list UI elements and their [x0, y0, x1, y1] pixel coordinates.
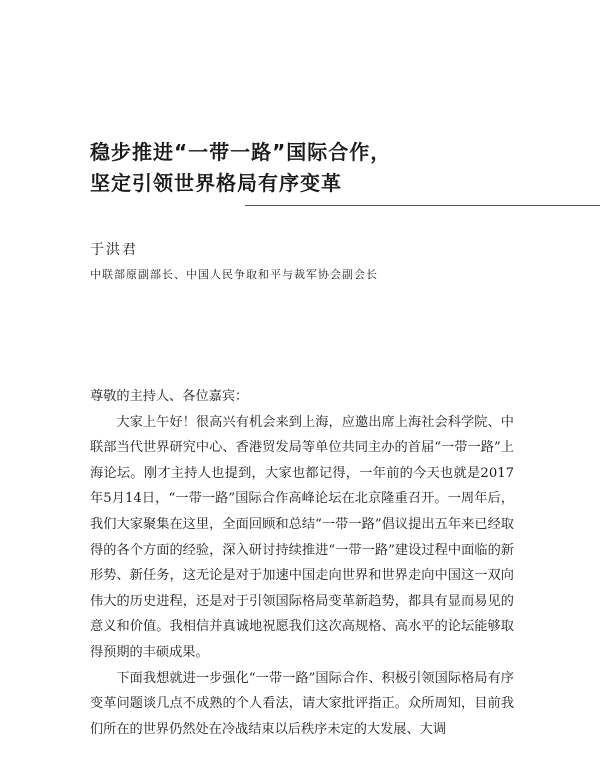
author-affiliation: 中联部原副部长、中国人民争取和平与裁军协会副会长: [90, 268, 378, 281]
body-paragraph-1: 大家上午好！很高兴有机会来到上海，应邀出席上海社会科学院、中联部当代世界研究中心、香港贸发局等单位共同主办的首届“一带一路”上海论坛。刚才主持人也提到，大家也都记得，一年前的今天也就是2017年5月14日，“一带一路”国际合作高峰论坛在北京隆重召开。一周年后，我们大家聚集在这里，全面回顾和总结“一带一路”倡议提出五年来已经取得的各个方面的经验，深入研讨持续推进“一带一路”建设过程中面临的新形势、新任务，这无论是对于加速中国走向世界和世界走向中国这一双向伟大的历史进程，还是对于引领国际格局变革新趋势，都具有显而易见的意义和价值。我相信并真诚地祝愿我们这次高规格、高水平的论坛能够取得预期的丰硕成果。: [90, 414, 514, 660]
title-line-1: 稳步推进“一带一路”国际合作，: [90, 140, 392, 164]
article-body: [90, 384, 514, 742]
salutation: 尊敬的主持人、各位嘉宾：: [90, 389, 249, 404]
article-title: [90, 137, 530, 199]
author-name: 于洪君: [90, 242, 138, 258]
body-paragraph-2: 下面我想就进一步强化“一带一路”国际合作、积极引领国际格局有序变革问题谈几点不成熟的个人看法，请大家批评指正。众所周知，目前我们所在的世界仍然处在冷战结束以后秩序未定的大发展、大调: [90, 670, 514, 737]
title-divider: [245, 205, 600, 206]
title-line-2: 坚定引领世界格局有序变革: [90, 171, 342, 195]
